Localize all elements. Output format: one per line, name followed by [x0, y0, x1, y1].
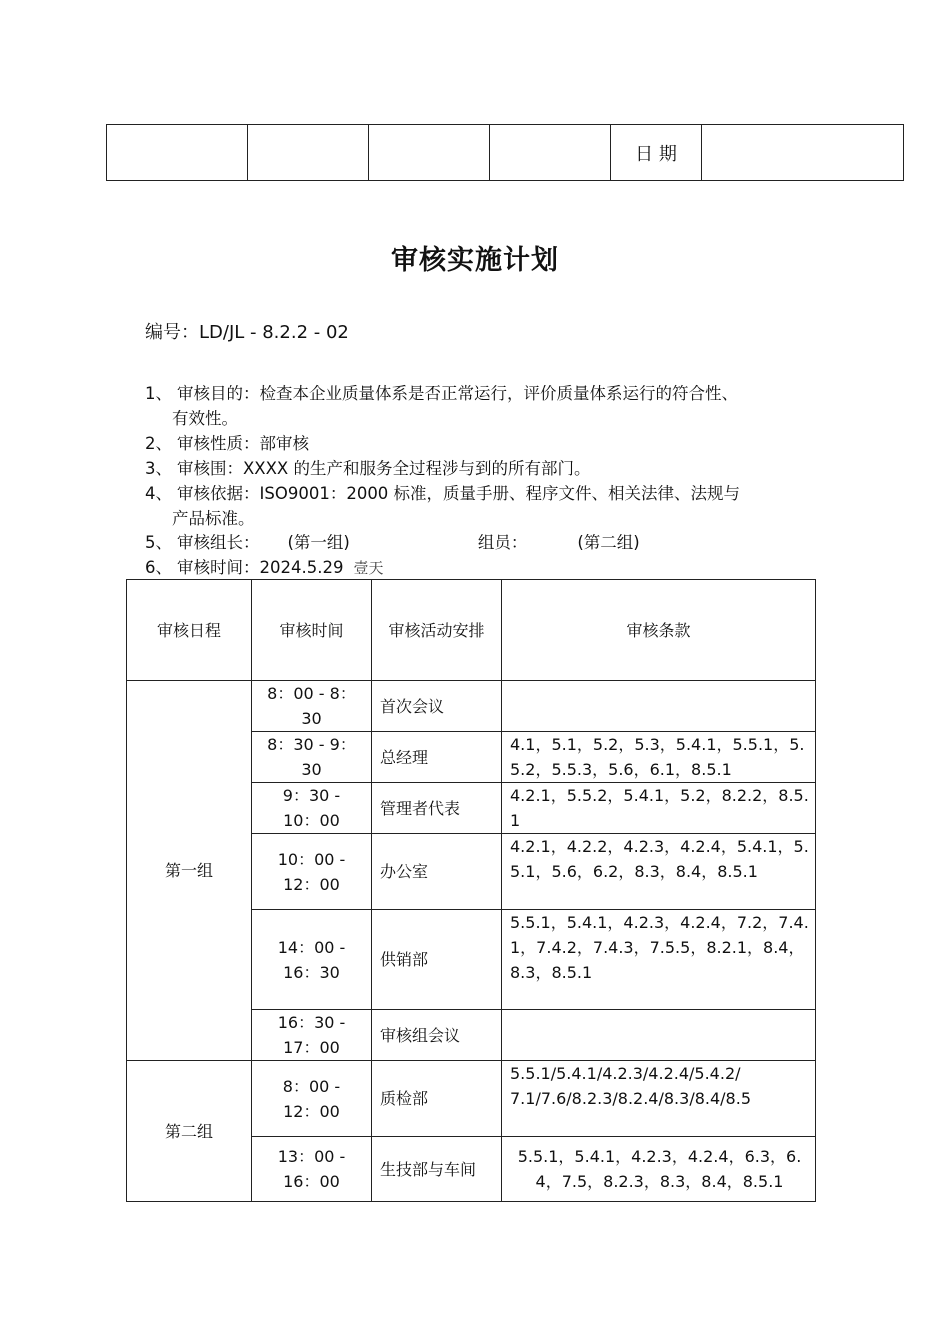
row-activity: 生技部与车间	[372, 1137, 502, 1202]
row-activity: 供销部	[372, 910, 502, 1010]
header-date-label: 日 期	[611, 125, 702, 181]
row-clauses: 4.2.1，4.2.2，4.2.3，4.2.4，5.4.1，5.5.1，5.6，6.2，8.3，8.4，8.5.1	[502, 834, 816, 910]
header-row	[107, 125, 904, 181]
header-date-value	[702, 125, 904, 181]
row-activity: 总经理	[372, 732, 502, 783]
header-table	[106, 124, 904, 181]
table-row	[127, 681, 816, 732]
row-time: 8：30 - 9：30	[252, 732, 372, 783]
row-time: 16：30 - 17：00	[252, 1010, 372, 1061]
item-2	[145, 431, 825, 456]
row-activity: 质检部	[372, 1061, 502, 1137]
doc-number: 编号：LD/JL - 8.2.2 - 02	[145, 322, 349, 343]
item-1-text: 审核目的：检查本企业质量体系是否正常运行，评价质量体系运行的符合性、	[177, 384, 738, 403]
row-activity: 首次会议	[372, 681, 502, 732]
header-cell-4	[490, 125, 611, 181]
col-header-schedule: 审核日程	[127, 580, 252, 681]
item-6	[145, 555, 825, 581]
item-5-group2: (第二组)	[577, 533, 640, 552]
item-6-text: 审核时间：2024.5.29	[177, 558, 344, 577]
row-activity: 管理者代表	[372, 783, 502, 834]
row-clauses: 4.2.1，5.5.2，5.4.1，5.2，8.2.2，8.5.1	[502, 783, 816, 834]
item-4-text: 审核依据：ISO9001：2000 标准，质量手册、程序文件、相关法律、法规与	[177, 484, 741, 503]
item-3-text: 审核围：XXXX 的生产和服务全过程涉与到的所有部门。	[177, 459, 591, 478]
row-time: 10：00 - 12：00	[252, 834, 372, 910]
row-time: 13：00 - 16：00	[252, 1137, 372, 1202]
header-cell-2	[248, 125, 369, 181]
header-cell-3	[369, 125, 490, 181]
row-clauses	[502, 681, 816, 732]
table-row	[127, 1061, 816, 1137]
item-2-num: 2、	[145, 434, 172, 453]
row-activity: 办公室	[372, 834, 502, 910]
item-5-group1: (第一组)	[287, 533, 350, 552]
item-6-note: 壹天	[353, 559, 384, 577]
page-title: 审核实施计划	[391, 245, 559, 276]
audit-plan-table	[126, 579, 816, 1202]
header-cell-1	[107, 125, 248, 181]
row-clauses: 5.5.1/5.4.1/4.2.3/4.2.4/5.4.2/7.1/7.6/8.2.3/8.2.4/8.3/8.4/8.5	[502, 1061, 816, 1137]
row-time: 9：30 - 10：00	[252, 783, 372, 834]
row-time: 8：00 - 8：30	[252, 681, 372, 732]
table-header-row	[127, 580, 816, 681]
item-1-cont: 有效性。	[172, 409, 238, 428]
item-5	[145, 530, 825, 555]
item-5-num: 5、	[145, 533, 172, 552]
item-4-num: 4、	[145, 484, 172, 503]
item-6-num: 6、	[145, 558, 172, 577]
row-clauses: 5.5.1，5.4.1，4.2.3，4.2.4，7.2，7.4.1，7.4.2，7.4.3，7.5.5，8.2.1，8.4，8.3，8.5.1	[502, 910, 816, 1010]
item-1	[145, 381, 825, 406]
row-clauses: 4.1，5.1，5.2，5.3，5.4.1，5.5.1，5.5.2，5.5.3，5.6，6.1，8.5.1	[502, 732, 816, 783]
row-activity: 审核组会议	[372, 1010, 502, 1061]
item-2-text: 审核性质：部审核	[177, 434, 309, 453]
item-1-num: 1、	[145, 384, 172, 403]
row-time: 8：00 - 12：00	[252, 1061, 372, 1137]
item-5-leader: 审核组长：	[177, 533, 260, 552]
col-header-time: 审核时间	[252, 580, 372, 681]
item-4-cont: 产品标准。	[172, 509, 255, 528]
row-time: 14：00 - 16：30	[252, 910, 372, 1010]
item-3	[145, 456, 825, 481]
item-3-num: 3、	[145, 459, 172, 478]
group-1-name: 第一组	[127, 681, 252, 1061]
item-5-member: 组员：	[477, 533, 528, 552]
row-clauses: 5.5.1，5.4.1，4.2.3，4.2.4，6.3，6.4，7.5，8.2.3，8.3，8.4，8.5.1	[502, 1137, 816, 1202]
group-2-name: 第二组	[127, 1061, 252, 1202]
row-clauses	[502, 1010, 816, 1061]
item-4	[145, 481, 825, 506]
col-header-clauses: 审核条款	[502, 580, 816, 681]
col-header-activity: 审核活动安排	[372, 580, 502, 681]
